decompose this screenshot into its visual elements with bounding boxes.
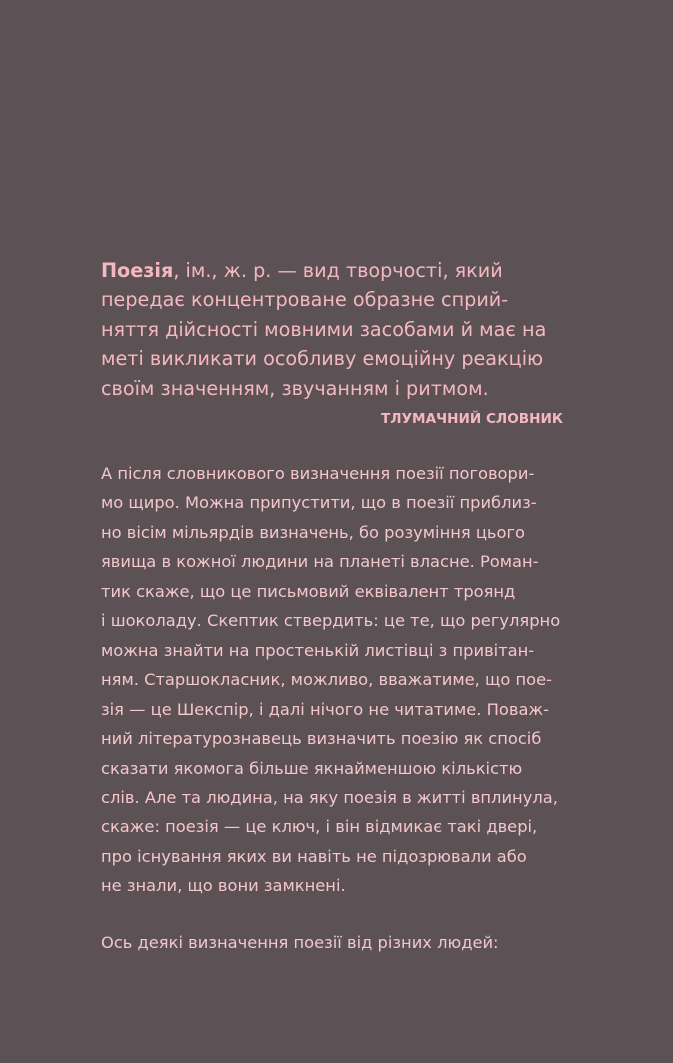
body-line: не знали, що вони замкнені. bbox=[101, 876, 346, 896]
definition-line-text: , ім., ж. р. — вид творчості, який bbox=[173, 259, 503, 282]
body-line: про існування яких ви навіть не підозрювали або bbox=[101, 846, 527, 866]
body-line: ням. Старшокласник, можливо, вважатиме, що пое- bbox=[101, 670, 552, 690]
body-line: слів. Але та людина, на яку поезія в житті вплинула, bbox=[101, 788, 558, 808]
body-line: можна знайти на простенькій листівці з привітан- bbox=[101, 640, 535, 660]
definition-line: меті викликати особливу емоційну реакцію bbox=[101, 347, 544, 371]
body-line: явища в кожної людини на планеті власне. Роман- bbox=[101, 552, 539, 572]
definition-line: своїм значенням, звучанням і ритмом. bbox=[101, 376, 489, 400]
body-line: мо щиро. Можна припустити, що в поезії приблиз- bbox=[101, 493, 537, 513]
definition-line: няття дійсності мовними засобами й має на bbox=[101, 317, 547, 341]
definition-line bbox=[101, 256, 563, 285]
definition-line: передає концентроване образне сприй- bbox=[101, 288, 509, 312]
body-line: ний літературознавець визначить поезію як спосіб bbox=[101, 729, 542, 749]
body-line: і шоколаду. Скептик ствердить: це те, що регулярно bbox=[101, 611, 561, 631]
dictionary-definition bbox=[101, 256, 563, 403]
body-line: А після словникового визначення поезії поговори- bbox=[101, 464, 535, 484]
page-content bbox=[101, 256, 563, 957]
definition-source: ТЛУМАЧНИЙ СЛОВНИК bbox=[381, 411, 563, 428]
body-line: скаже: поезія — це ключ, і він відмикає такі двері, bbox=[101, 817, 538, 837]
body-line: сказати якомога більше якнайменшою кількістю bbox=[101, 758, 523, 778]
lead-in-sentence: Ось деякі визначення поезії від різних людей: bbox=[101, 932, 499, 952]
definition-term: Поезія bbox=[101, 259, 174, 282]
body-paragraph bbox=[101, 459, 563, 901]
body-line: зія — це Шекспір, і далі нічого не читатиме. Поваж- bbox=[101, 699, 549, 719]
body-line: но вісім мільярдів визначень, бо розуміння цього bbox=[101, 522, 525, 542]
body-line: тик скаже, що це письмовий еквівалент троянд bbox=[101, 581, 516, 601]
